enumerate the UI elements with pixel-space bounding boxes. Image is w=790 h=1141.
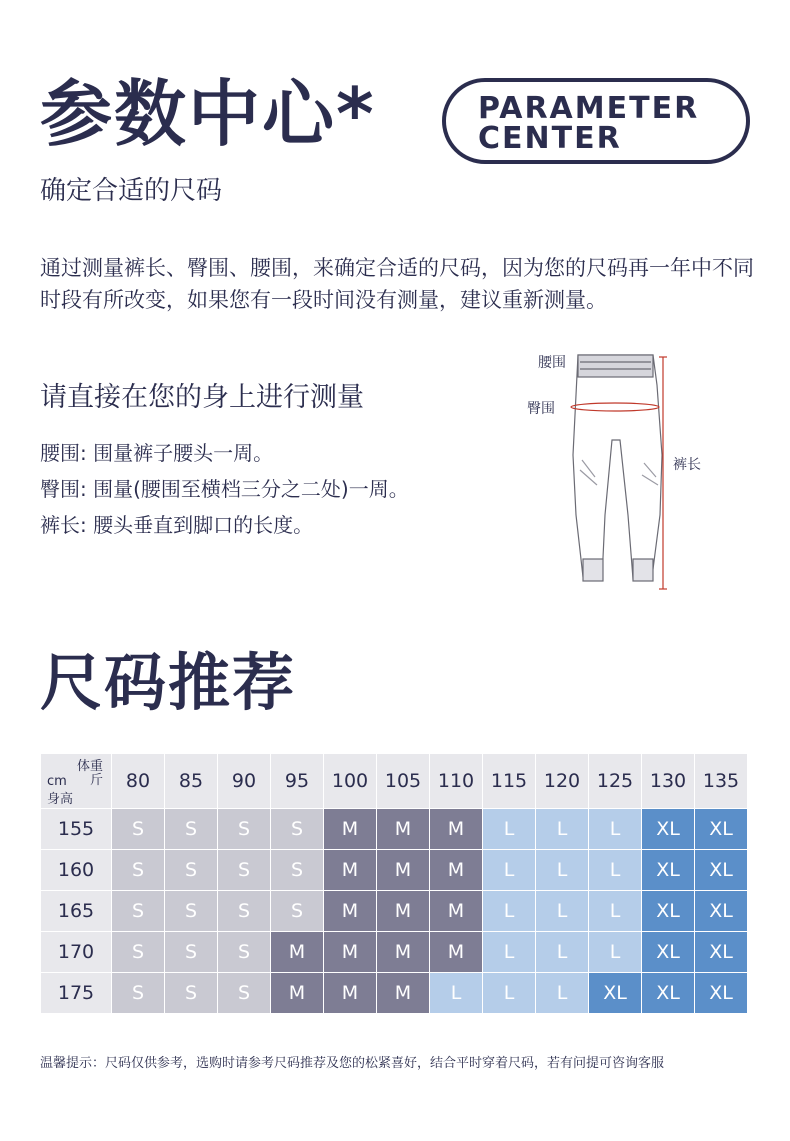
size-cell: S bbox=[112, 891, 165, 932]
size-cell: M bbox=[324, 891, 377, 932]
cm-label: cm bbox=[47, 774, 67, 789]
size-cell: S bbox=[218, 891, 271, 932]
size-cell: S bbox=[112, 973, 165, 1014]
size-cell: S bbox=[218, 932, 271, 973]
size-recommendation-heading: 尺码推荐 bbox=[40, 646, 297, 719]
weight-header-cell: 100 bbox=[324, 754, 377, 809]
measure-text: 围量(腰围至横档三分之二处)一周。 bbox=[93, 477, 409, 501]
size-cell: M bbox=[430, 932, 483, 973]
size-cell: L bbox=[536, 809, 589, 850]
weight-header-cell: 90 bbox=[218, 754, 271, 809]
size-cell: L bbox=[536, 973, 589, 1014]
measure-heading: 请直接在您的身上进行测量 bbox=[40, 382, 364, 413]
size-cell: M bbox=[430, 809, 483, 850]
size-cell: M bbox=[377, 809, 430, 850]
waist-label: 腰围 bbox=[538, 355, 566, 371]
size-cell: M bbox=[271, 973, 324, 1014]
table-row bbox=[41, 932, 748, 973]
size-cell: S bbox=[271, 850, 324, 891]
size-cell: XL bbox=[642, 850, 695, 891]
size-cell: S bbox=[218, 809, 271, 850]
size-cell: S bbox=[112, 809, 165, 850]
size-cell: XL bbox=[642, 891, 695, 932]
size-cell: L bbox=[483, 973, 536, 1014]
parameter-center-badge bbox=[442, 78, 750, 164]
size-cell: S bbox=[271, 809, 324, 850]
size-cell: XL bbox=[695, 809, 748, 850]
height-cell: 155 bbox=[41, 809, 112, 850]
weight-header-cell: 135 bbox=[695, 754, 748, 809]
table-row bbox=[41, 809, 748, 850]
size-cell: M bbox=[377, 891, 430, 932]
leggings-diagram bbox=[520, 345, 720, 605]
table-row bbox=[41, 850, 748, 891]
size-cell: M bbox=[324, 932, 377, 973]
length-label: 裤长 bbox=[673, 457, 701, 473]
measure-text: 腰头垂直到脚口的长度。 bbox=[93, 513, 314, 537]
size-cell: XL bbox=[642, 932, 695, 973]
size-cell: L bbox=[536, 850, 589, 891]
weight-header-cell: 85 bbox=[165, 754, 218, 809]
size-cell: L bbox=[536, 932, 589, 973]
weight-header-cell: 115 bbox=[483, 754, 536, 809]
leggings-outline bbox=[573, 355, 662, 581]
measure-item-waist bbox=[40, 438, 409, 474]
size-cell: L bbox=[589, 932, 642, 973]
size-cell: S bbox=[165, 932, 218, 973]
height-label: 身高 bbox=[47, 792, 74, 807]
size-cell: M bbox=[271, 932, 324, 973]
measure-label: 臀围: bbox=[40, 477, 87, 501]
tip-text: 温馨提示：尺码仅供参考，选购时请参考尺码推荐及您的松紧喜好，结合平时穿着尺码，若有问提可咨询客服 bbox=[40, 1056, 665, 1071]
weight-header-cell: 125 bbox=[589, 754, 642, 809]
badge-line-1: PARAMETER bbox=[478, 91, 700, 126]
weight-header-cell: 80 bbox=[112, 754, 165, 809]
height-cell: 160 bbox=[41, 850, 112, 891]
measure-label: 裤长: bbox=[40, 513, 87, 537]
weight-unit-label: 体重 斤 bbox=[76, 759, 103, 788]
size-cell: M bbox=[430, 850, 483, 891]
table-corner bbox=[41, 754, 112, 809]
size-cell: M bbox=[324, 850, 377, 891]
weight-header-cell: 110 bbox=[430, 754, 483, 809]
weight-header-cell: 120 bbox=[536, 754, 589, 809]
size-cell: S bbox=[165, 850, 218, 891]
size-cell: S bbox=[165, 809, 218, 850]
size-cell: L bbox=[483, 850, 536, 891]
size-cell: L bbox=[589, 891, 642, 932]
size-cell: L bbox=[589, 850, 642, 891]
size-cell: L bbox=[589, 809, 642, 850]
size-cell: S bbox=[271, 891, 324, 932]
size-cell: XL bbox=[695, 973, 748, 1014]
size-cell: S bbox=[218, 973, 271, 1014]
size-cell: XL bbox=[642, 809, 695, 850]
size-cell: L bbox=[483, 932, 536, 973]
table-row bbox=[41, 891, 748, 932]
badge-line-2: CENTER bbox=[478, 121, 622, 156]
measure-label: 腰围: bbox=[40, 441, 87, 465]
size-cell: S bbox=[165, 973, 218, 1014]
size-cell: M bbox=[377, 932, 430, 973]
size-cell: M bbox=[324, 973, 377, 1014]
size-cell: M bbox=[377, 850, 430, 891]
measure-text: 围量裤子腰头一周。 bbox=[93, 441, 274, 465]
page-title: 参数中心* bbox=[40, 72, 376, 156]
intro-paragraph: 通过测量裤长、臀围、腰围，来确定合适的尺码，因为您的尺码再一年中不同时段有所改变，如果您有一段时间没有测量，建议重新测量。 bbox=[40, 256, 754, 312]
measure-item-hip bbox=[40, 474, 409, 510]
size-cell: S bbox=[165, 891, 218, 932]
size-cell: S bbox=[218, 850, 271, 891]
size-cell: L bbox=[536, 891, 589, 932]
table-row bbox=[41, 973, 748, 1014]
size-cell: M bbox=[377, 973, 430, 1014]
height-cell: 170 bbox=[41, 932, 112, 973]
measure-item-length bbox=[40, 510, 409, 546]
weight-header-cell: 95 bbox=[271, 754, 324, 809]
size-cell: L bbox=[483, 891, 536, 932]
height-cell: 175 bbox=[41, 973, 112, 1014]
height-cell: 165 bbox=[41, 891, 112, 932]
size-cell: XL bbox=[695, 891, 748, 932]
size-cell: L bbox=[430, 973, 483, 1014]
page-subtitle: 确定合适的尺码 bbox=[40, 176, 223, 206]
measure-list bbox=[40, 438, 409, 546]
weight-header-cell: 130 bbox=[642, 754, 695, 809]
size-cell: XL bbox=[642, 973, 695, 1014]
size-cell: S bbox=[112, 932, 165, 973]
weight-header-row bbox=[41, 754, 748, 809]
size-cell: L bbox=[483, 809, 536, 850]
size-cell: M bbox=[430, 891, 483, 932]
size-cell: XL bbox=[589, 973, 642, 1014]
size-cell: M bbox=[324, 809, 377, 850]
size-cell: S bbox=[112, 850, 165, 891]
hip-label: 臀围 bbox=[527, 401, 555, 417]
size-cell: XL bbox=[695, 850, 748, 891]
size-cell: XL bbox=[695, 932, 748, 973]
size-table bbox=[40, 753, 748, 1014]
weight-header-cell: 105 bbox=[377, 754, 430, 809]
